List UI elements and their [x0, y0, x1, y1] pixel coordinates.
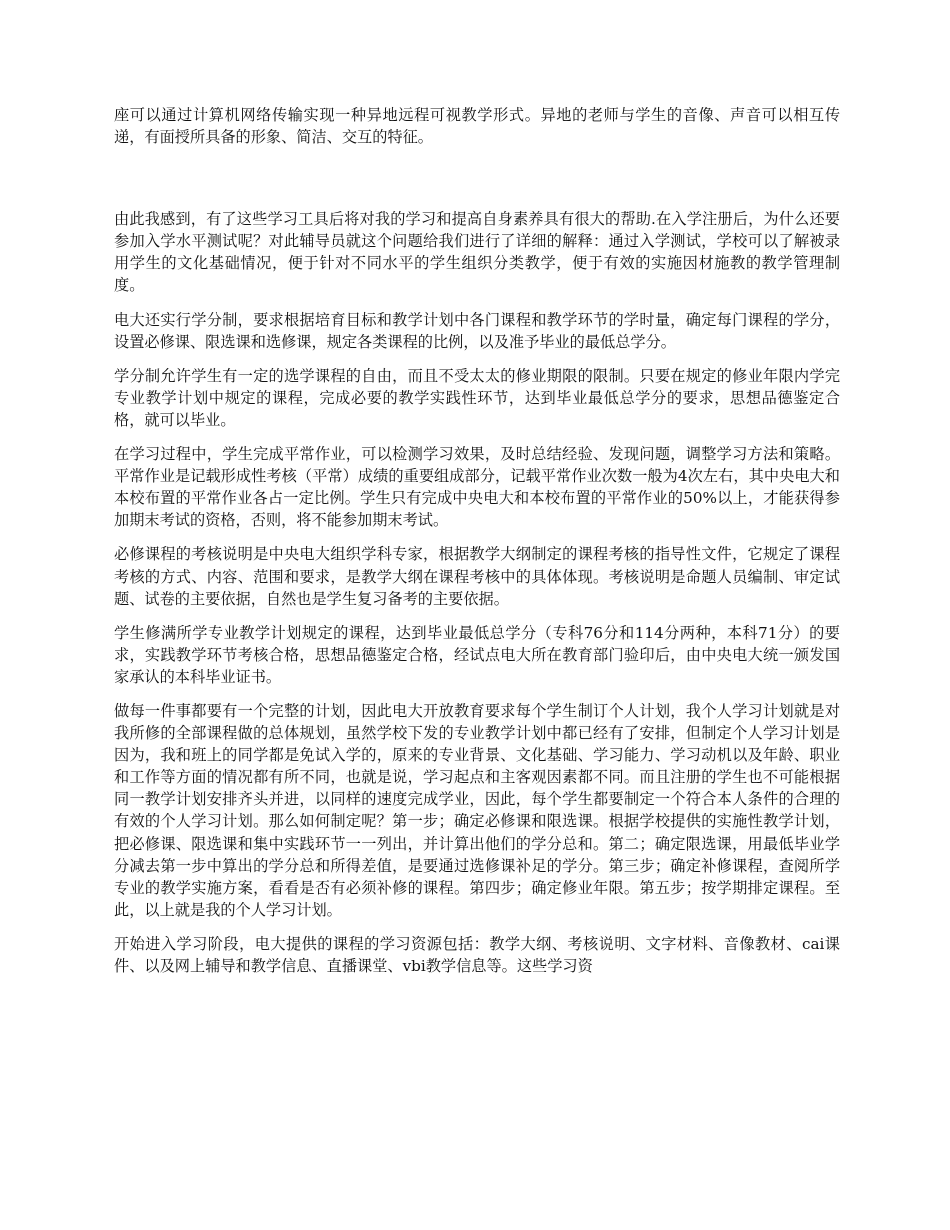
paragraph-8: 做每一件事都要有一个完整的计划，因此电大开放教育要求每个学生制订个人计划，我个人学习计划就是对我所修的全部课程做的总体规划，虽然学校下发的专业教学计划中都已经有了安排，但制定个人学习计划是因为，我和班上的同学都是免试入学的，原来的专业背景、文化基础、学习能力、学习动机以及年龄、职业和工作等方面的情况都有所不同，也就是说，学习起点和主客观因素都不同。而且注册的学生也不可能根据同一教学计划安排齐头并进，以同样的速度完成学业，因此，每个学生都要制定一个符合本人条件的合理的有效的个人学习计划。那么如何制定呢？第一步；确定必修课和限选课。根据学校提供的实施性教学计划，把必修课、限选课和集中实践环节一一列出，并计算出他们的学分总和。第二；确定限选课，用最低毕业学分减去第一步中算出的学分总和所得差值，是要通过选修课补足的学分。第三步；确定补修课程，查阅所学专业的教学实施方案，看看是否有必须补修的课程。第四步；确定修业年限。第五步；按学期排定课程。至此，以上就是我的个人学习计划。 — [114, 701, 840, 919]
paragraph-3: 电大还实行学分制，要求根据培育目标和教学计划中各门课程和教学环节的学时量，确定每门课程的学分，设置必修课、限选课和选修课，规定各类课程的比例，以及准予毕业的最低总学分。 — [114, 310, 840, 351]
paragraph-7: 学生修满所学专业教学计划规定的课程，达到毕业最低总学分（专科76分和114分两种，本科71分）的要求，实践教学环节考核合格，思想品德鉴定合格，经试点电大所在教育部门验印后，由中央电大统一颁发国家承认的本科毕业证书。 — [114, 623, 840, 686]
paragraph-5: 在学习过程中，学生完成平常作业，可以检测学习效果，及时总结经验、发现问题，调整学习方法和策略。平常作业是记载形成性考核（平常）成绩的重要组成部分，记载平常作业次数一般为4次左右，其中央电大和本校布置的平常作业各占一定比例。学生只有完成中央电大和本校布置的平常作业的50%以上，才能获得参加期末考试的资格，否则，将不能参加期末考试。 — [114, 445, 840, 530]
paragraph-2: 由此我感到，有了这些学习工具后将对我的学习和提高自身素养具有很大的帮助.在入学注册后，为什么还要参加入学水平测试呢？对此辅导员就这个问题给我们进行了详细的解释：通过入学测试，学校可以了解被录用学生的文化基础情况，便于针对不同水平的学生组织分类教学，便于有效的实施因材施教的教学管理制度。 — [114, 210, 840, 295]
paragraph-1: 座可以通过计算机网络传输实现一种异地远程可视教学形式。异地的老师与学生的音像、声音可以相互传递，有面授所具备的形象、简洁、交互的特征。 — [114, 106, 840, 147]
document-body — [114, 104, 840, 989]
paragraph-6: 必修课程的考核说明是中央电大组织学科专家，根据教学大纲制定的课程考核的指导性文件，它规定了课程考核的方式、内容、范围和要求，是教学大纲在课程考核中的具体体现。考核说明是命题人员编制、审定试题、试卷的主要依据，自然也是学生复习备考的主要依据。 — [114, 545, 840, 608]
paragraph-4: 学分制允许学生有一定的选学课程的自由，而且不受太太的修业期限的限制。只要在规定的修业年限内学完专业教学计划中规定的课程，完成必要的教学实践性环节，达到毕业最低总学分的要求，思想品德鉴定合格，就可以毕业。 — [114, 366, 840, 429]
paragraph-9: 开始进入学习阶段，电大提供的课程的学习资源包括：教学大纲、考核说明、文字材料、音像教材、cai课件、以及网上辅导和教学信息、直播课堂、vbi教学信息等。这些学习资 — [114, 934, 840, 975]
